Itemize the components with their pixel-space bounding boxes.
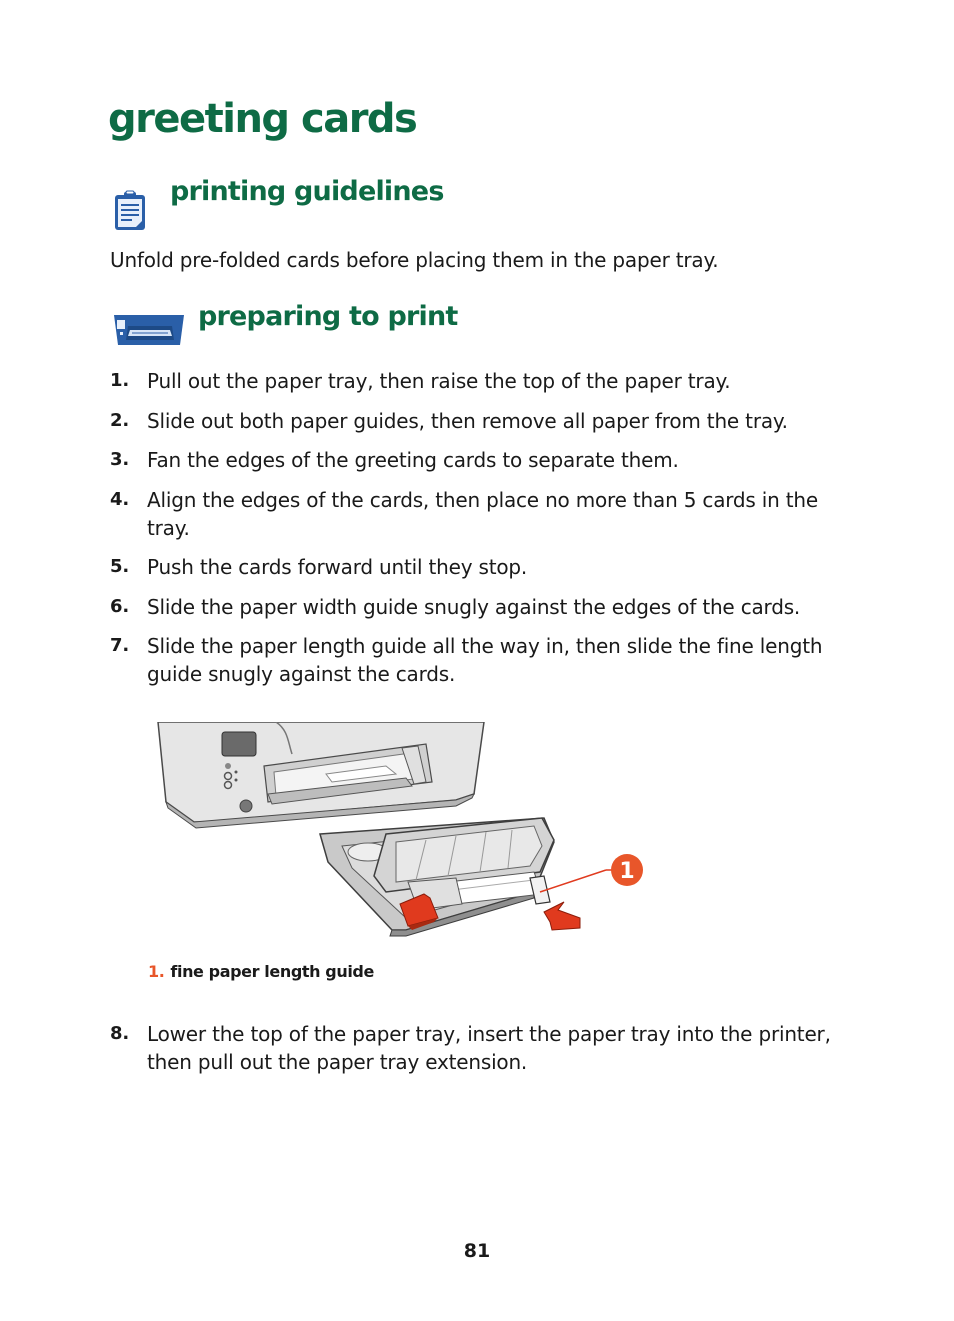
step-text: Pull out the paper tray, then raise the top of the paper tray. [147, 369, 731, 393]
section-heading-printing-guidelines: printing guidelines [170, 176, 444, 207]
list-item [110, 553, 850, 581]
steps-list-continued [110, 1020, 850, 1076]
step-text: Slide out both paper guides, then remove all paper from the tray. [147, 408, 788, 433]
caption-text: fine paper length guide [170, 962, 374, 981]
page-number: 81 [463, 1240, 491, 1262]
step-number: 2. [110, 409, 129, 431]
list-item [110, 446, 850, 474]
step-number: 7. [110, 635, 129, 656]
step-text: Lower the top of the paper tray, insert the paper tray into the printer, then pull out the paper tray extension. [147, 1022, 831, 1074]
callout-number: 1 [619, 859, 635, 884]
printer-tray-icon [112, 312, 186, 348]
step-number: 4. [110, 488, 129, 510]
caption-number: 1. [148, 962, 165, 981]
step-text: Push the cards forward until they stop. [147, 555, 528, 579]
clipboard-notes-icon [112, 190, 148, 232]
list-item [110, 407, 850, 435]
step-text: Align the edges of the cards, then place no more than 5 cards in the tray. [147, 487, 818, 540]
step-number: 6. [110, 595, 129, 617]
steps-list [110, 367, 850, 700]
list-item [110, 367, 850, 395]
step-text: Fan the edges of the greeting cards to separate them. [147, 448, 679, 472]
step-number: 1. [110, 370, 129, 391]
page-title: greeting cards [108, 96, 417, 142]
step-text: Slide the paper width guide snugly against the edges of the cards. [147, 594, 801, 619]
printer-tray-illustration [156, 722, 656, 937]
list-item [110, 1020, 850, 1076]
guideline-text: Unfold pre-folded cards before placing them in the paper tray. [110, 248, 719, 272]
figure-caption [148, 962, 374, 981]
step-number: 5. [110, 556, 129, 577]
list-item [110, 593, 850, 621]
step-text: Slide the paper length guide all the way in, then slide the fine length guide snugly against the cards. [147, 634, 823, 686]
list-item [110, 632, 850, 688]
list-item [110, 486, 850, 542]
section-heading-preparing-to-print: preparing to print [198, 301, 458, 332]
step-number: 3. [110, 449, 129, 470]
step-number: 8. [110, 1023, 129, 1044]
